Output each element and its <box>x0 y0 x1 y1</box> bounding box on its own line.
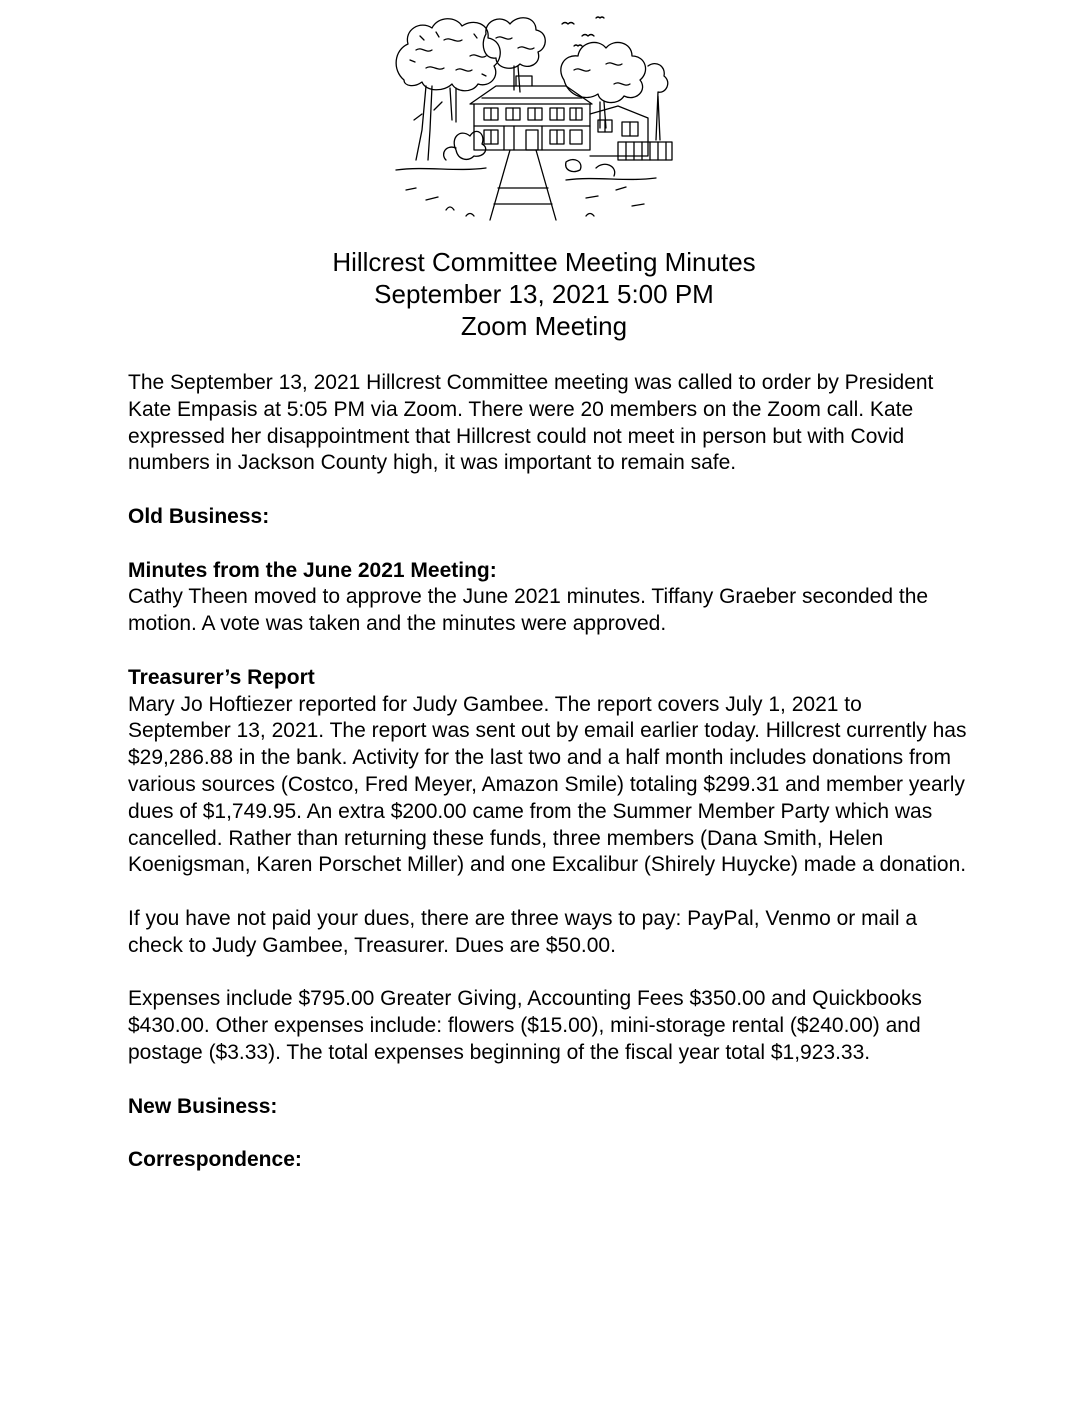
meeting-date-time: September 13, 2021 5:00 PM <box>374 279 714 309</box>
expenses-paragraph: Expenses include $795.00 Greater Giving, Accounting Fees $350.00 and Quickbooks $430.00. Other expenses include: flowers ($15.00), mini-storage rental ($240.00) and postage ($3.33). The total expenses beginning of the fiscal year total $1,923.33. <box>128 987 922 1064</box>
minutes-paragraph: Cathy Theen moved to approve the June 2021 minutes. Tiffany Graeber seconded the motion. A vote was taken and the minutes were approved. <box>128 585 929 636</box>
new-business-heading: New Business: <box>128 1094 278 1118</box>
treasurer-report-heading: Treasurer’s Report <box>128 665 315 689</box>
old-business-heading: Old Business: <box>128 504 270 528</box>
document-title: Hillcrest Committee Meeting Minutes <box>332 247 756 277</box>
minutes-heading: Minutes from the June 2021 Meeting: <box>128 558 497 582</box>
intro-paragraph: The September 13, 2021 Hillcrest Committee meeting was called to order by President Kate Empasis at 5:05 PM via Zoom. There were 20 members on the Zoom call. Kate expressed her disappointment that Hillcrest could not meet in person but with Covid numbers in Jackson County high, it was important to remain safe. <box>128 371 934 475</box>
treasurer-paragraph: Mary Jo Hoftiezer reported for Judy Gambee. The report covers July 1, 2021 to September 13, 2021. The report was sent out by email earlier today. Hillcrest currently has $29,286.88 in the bank. Activity for the last two and a half month includes donations from various sources (Costco, Fred Meyer, Amazon Smile) totaling $299.31 and member yearly dues of $1,749.95. An extra $200.00 came from the Summer Member Party which was cancelled. Rather than returning these funds, three members (Dana Smith, Helen Koenigsman, Karen Porschet Miller) and one Excalibur (Shirely Huycke) made a donation. <box>128 692 967 877</box>
correspondence-heading: Correspondence: <box>128 1148 302 1172</box>
dues-paragraph: If you have not paid your dues, there are three ways to pay: PayPal, Venmo or mail a check to Judy Gambee, Treasurer. Dues are $50.00. <box>128 906 918 957</box>
document-header <box>0 246 1088 342</box>
meeting-location: Zoom Meeting <box>460 311 628 341</box>
hillcrest-house-illustration <box>386 10 676 224</box>
minutes-body <box>128 370 968 1174</box>
